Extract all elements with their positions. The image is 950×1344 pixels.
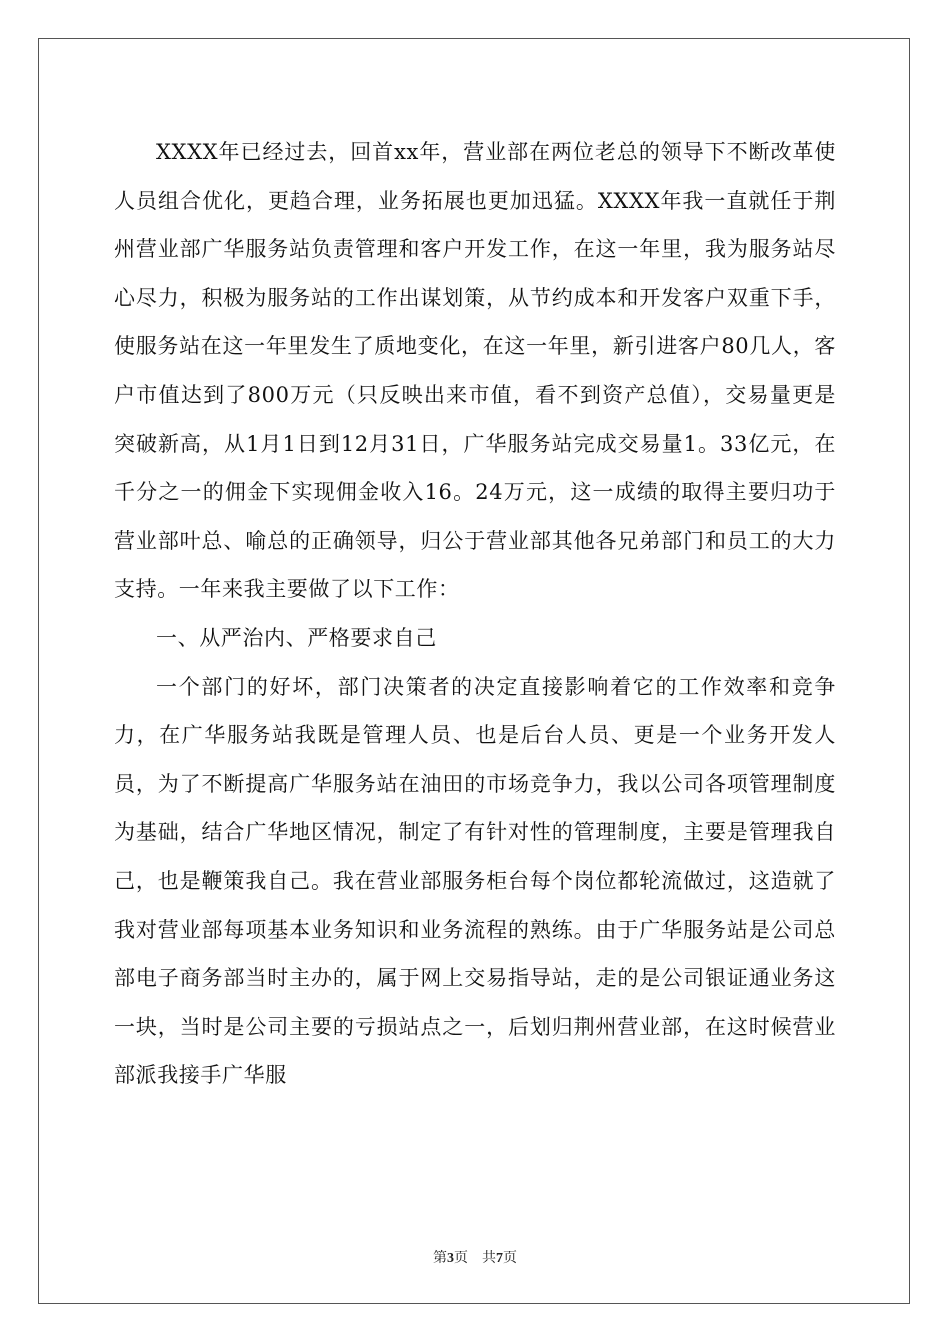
paragraph-section-1: 一个部门的好坏，部门决策者的决定直接影响着它的工作效率和竞争力，在广华服务站我既是管理人员、也是后台人员、更是一个业务开发人员，为了不断提高广华服务站在油田的市场竞争力，我以公司各项管理制度为基础，结合广华地区情况，制定了有针对性的管理制度，主要是管理我自己，也是鞭策我自己。我在营业部服务柜台每个岗位都轮流做过，这造就了我对营业部每项基本业务知识和业务流程的熟练。由于广华服务站是公司总部电子商务部当时主办的，属于网上交易指导站，走的是公司银证通业务这一块，当时是公司主要的亏损站点之一，后划归荆州营业部，在这时候营业部派我接手广华服 <box>114 674 836 1088</box>
total-prefix: 共 <box>482 1250 496 1266</box>
paragraph-intro: XXXX年已经过去，回首xx年，营业部在两位老总的领导下不断改革使人员组合优化，更趋合理，业务拓展也更加迅猛。XXXX年我一直就任于荆州营业部广华服务站负责管理和客户开发工作，在这一年里，我为服务站尽心尽力，积极为服务站的工作出谋划策，从节约成本和开发客户双重下手，使服务站在这一年里发生了质地变化，在这一年里，新引进客户80几人，客户市值达到了800万元（只反映出来市值，看不到资产总值），交易量更是突破新高，从1月1日到12月31日，广华服务站完成交易量1。33亿元，在千分之一的佣金下实现佣金收入16。24万元，这一成绩的取得主要归功于营业部叶总、喻总的正确领导，归公于营业部其他各兄弟部门和员工的大力支持。一年来我主要做了以下工作： <box>114 140 836 602</box>
total-pages: 7 <box>496 1251 503 1266</box>
page-prefix: 第 <box>433 1250 447 1266</box>
page-number: 3 <box>447 1251 454 1266</box>
section-heading-1: 一、从严治内、严格要求自己 <box>156 625 437 650</box>
document-body <box>114 128 836 1100</box>
total-suffix: 页 <box>503 1250 517 1266</box>
page-footer <box>0 1247 950 1267</box>
page-suffix: 页 <box>454 1250 468 1266</box>
